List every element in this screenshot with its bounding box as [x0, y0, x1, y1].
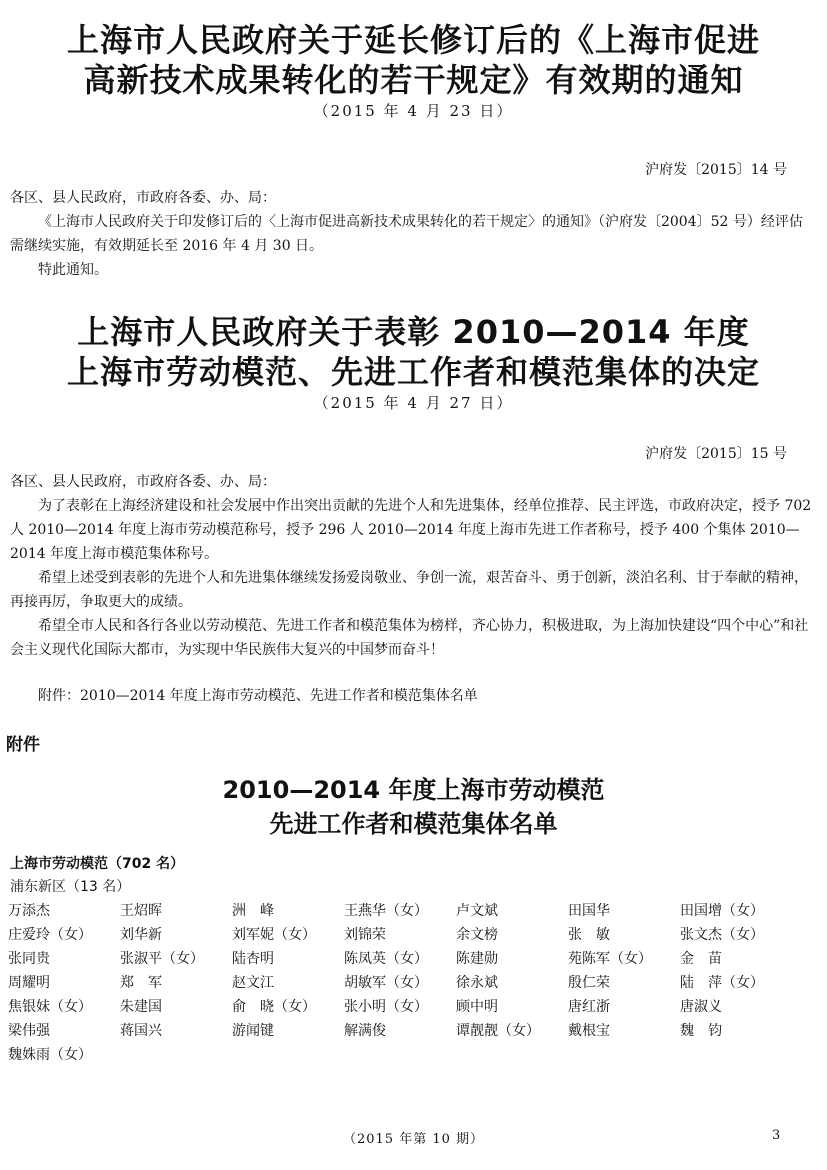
name-entry: 顾中明 — [456, 999, 498, 1015]
notice2-title-line1: 上海市人民政府关于表彰 2010—2014 年度 — [77, 313, 750, 351]
name-entry: 郑 军 — [120, 975, 162, 991]
notice1-body: 《上海市人民政府关于印发修订后的〈上海市促进高新技术成果转化的若干规定〉的通知》（沪府发〔2004〕52 号）经评估需继续实施，有效期延长至 2016 年 4 月 30 日。 — [10, 214, 803, 254]
name-entry: 卢文斌 — [456, 903, 498, 919]
notice2-date: （2015 年 4 月 27 日） — [313, 394, 514, 412]
name-entry: 焦银妹（女） — [8, 999, 92, 1015]
name-entry: 王炤晖 — [120, 903, 162, 919]
name-entry: 魏姝雨（女） — [8, 1047, 92, 1063]
name-entry: 胡敏军（女） — [344, 975, 428, 991]
notice2-doc-number: 沪府发〔2015〕15 号 — [645, 446, 787, 462]
name-entry: 刘军妮（女） — [232, 927, 316, 943]
notice1-title-line2: 高新技术成果转化的若干规定》有效期的通知 — [83, 61, 744, 99]
name-entry: 张同贵 — [8, 951, 50, 967]
name-entry: 陆 萍（女） — [680, 975, 764, 991]
name-entry: 戴根宝 — [568, 1023, 610, 1039]
name-entry: 陈建勋 — [456, 951, 498, 967]
notice1-salutation: 各区、县人民政府，市政府各委、办、局： — [10, 190, 276, 206]
name-entry: 唐淑义 — [680, 999, 722, 1015]
name-entry: 俞 晓（女） — [232, 999, 316, 1015]
name-entry: 余文榜 — [456, 927, 498, 943]
name-entry: 朱建国 — [120, 999, 162, 1015]
name-entry: 徐永斌 — [456, 975, 498, 991]
name-entry: 梁伟强 — [8, 1023, 50, 1039]
name-entry: 洲 峰 — [232, 903, 274, 919]
notice1-closing: 特此通知。 — [38, 262, 108, 278]
appendix-title-line2: 先进工作者和模范集体名单 — [269, 810, 558, 838]
name-entry: 赵文江 — [232, 975, 274, 991]
name-entry: 王燕华（女） — [344, 903, 428, 919]
honor-category: 上海市劳动模范（702 名） — [10, 856, 185, 872]
name-entry: 田国华 — [568, 903, 610, 919]
name-entry: 陈凤英（女） — [344, 951, 428, 967]
name-entry: 张文杰（女） — [680, 927, 764, 943]
name-entry: 殷仁荣 — [568, 975, 610, 991]
name-entry: 游闻键 — [232, 1023, 274, 1039]
name-entry: 苑陈军（女） — [568, 951, 652, 967]
notice2-salutation: 各区、县人民政府，市政府各委、办、局： — [10, 474, 276, 490]
notice1-date: （2015 年 4 月 23 日） — [313, 102, 514, 120]
notice2-paragraph-3: 希望全市人民和各行各业以劳动模范、先进工作者和模范集体为榜样，齐心协力，积极进取，为上海加快建设“四个中心”和社会主义现代化国际大都市，为实现中华民族伟大复兴的中国梦而奋斗！ — [10, 618, 809, 658]
notice1-title-line1: 上海市人民政府关于延长修订后的《上海市促进 — [66, 21, 760, 59]
name-entry: 张 敏 — [568, 927, 610, 943]
name-entry: 陆杏明 — [232, 951, 274, 967]
name-entry: 魏 钧 — [680, 1023, 722, 1039]
name-entry: 张小明（女） — [344, 999, 428, 1015]
appendix-title-line1: 2010—2014 年度上海市劳动模范 — [222, 776, 605, 804]
name-entry: 万添杰 — [8, 903, 50, 919]
name-entry: 蒋国兴 — [120, 1023, 162, 1039]
appendix-label: 附件 — [6, 735, 40, 755]
name-entry: 金 苗 — [680, 951, 722, 967]
name-entry: 张淑平（女） — [120, 951, 204, 967]
district-heading: 浦东新区（13 名） — [10, 879, 131, 895]
name-entry: 唐红浙 — [568, 999, 610, 1015]
notice2-title-line2: 上海市劳动模范、先进工作者和模范集体的决定 — [66, 353, 760, 391]
notice2-attachment-line: 附件：2010—2014 年度上海市劳动模范、先进工作者和模范集体名单 — [38, 688, 478, 704]
name-entry: 谭靓靓（女） — [456, 1023, 540, 1039]
name-entry: 庄爱玲（女） — [8, 927, 92, 943]
notice2-paragraph-1: 为了表彰在上海经济建设和社会发展中作出突出贡献的先进个人和先进集体，经单位推荐、民主评选，市政府决定，授予 702 人 2010—2014 年度上海市劳动模范称号，授予 296 人 2010—2014 年度上海市先进工作者称号，授予 400 个集体 2010—2014 年度上海市模范集体称号。 — [10, 498, 812, 562]
issue-number: （2015 年第 10 期） — [342, 1132, 485, 1147]
name-entry: 解满俊 — [344, 1023, 386, 1039]
name-list — [0, 899, 827, 1067]
name-entry: 刘华新 — [120, 927, 162, 943]
notice2-paragraph-2: 希望上述受到表彰的先进个人和先进集体继续发扬爱岗敬业、争创一流，艰苦奋斗、勇于创新，淡泊名利、甘于奉献的精神，再接再厉，争取更大的成绩。 — [10, 570, 808, 610]
notice1-doc-number: 沪府发〔2015〕14 号 — [645, 162, 787, 178]
name-entry: 田国增（女） — [680, 903, 764, 919]
name-entry: 周耀明 — [8, 975, 50, 991]
name-entry: 刘锦荣 — [344, 927, 386, 943]
page-number: 3 — [772, 1128, 781, 1143]
